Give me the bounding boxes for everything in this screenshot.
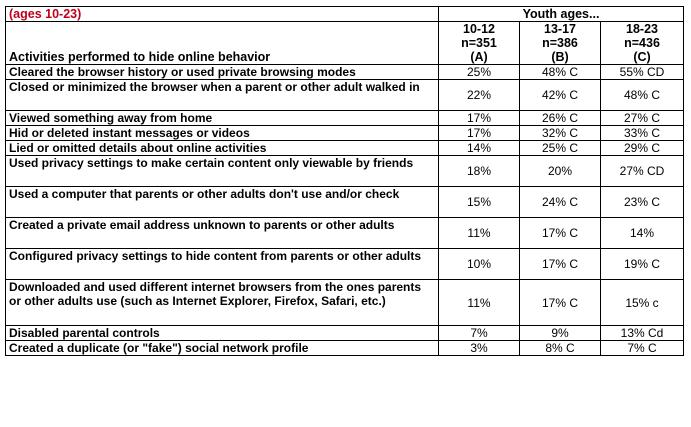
column-a-n: n=351 [461,36,497,50]
column-a-code: (A) [470,50,488,64]
hide-online-behavior-table [5,6,684,356]
cell-a: 14% [439,141,520,156]
cell-c: 14% [601,218,684,249]
column-a-range: 10-12 [463,22,495,36]
table-row [6,126,684,141]
cell-b: 32% C [520,126,601,141]
row-label: Configured privacy settings to hide content from parents or other adults [6,249,439,280]
column-b-n: n=386 [542,36,578,50]
cell-a: 3% [439,341,520,356]
age-range-tag: (ages 10-23) [6,7,439,22]
column-b-code: (B) [551,50,569,64]
table-row [6,326,684,341]
cell-c: 13% Cd [601,326,684,341]
table-row [6,187,684,218]
column-c-code: (C) [633,50,651,64]
cell-c: 27% CD [601,156,684,187]
youth-ages-header: Youth ages... [439,7,684,22]
cell-a: 15% [439,187,520,218]
cell-a: 7% [439,326,520,341]
row-label: Lied or omitted details about online activities [6,141,439,156]
cell-b: 24% C [520,187,601,218]
cell-c: 7% C [601,341,684,356]
cell-b: 48% C [520,65,601,80]
table-row [6,249,684,280]
row-label: Created a private email address unknown to parents or other adults [6,218,439,249]
column-c-n: n=436 [624,36,660,50]
column-c-range: 18-23 [626,22,658,36]
cell-a: 17% [439,111,520,126]
header-row-columns [6,22,684,65]
column-header-b [520,22,601,65]
column-b-range: 13-17 [544,22,576,36]
cell-a: 18% [439,156,520,187]
table-row [6,218,684,249]
cell-c: 33% C [601,126,684,141]
table-row [6,65,684,80]
cell-b: 9% [520,326,601,341]
row-label: Disabled parental controls [6,326,439,341]
cell-a: 11% [439,218,520,249]
row-label: Downloaded and used different internet browsers from the ones parents or other adults use (such as Internet Explorer, Firefox, Safari, etc.) [6,280,439,326]
cell-c: 29% C [601,141,684,156]
cell-b: 26% C [520,111,601,126]
column-header-c [601,22,684,65]
cell-b: 42% C [520,80,601,111]
cell-a: 10% [439,249,520,280]
cell-b: 25% C [520,141,601,156]
table-row [6,111,684,126]
cell-c: 55% CD [601,65,684,80]
row-label: Used privacy settings to make certain content only viewable by friends [6,156,439,187]
cell-a: 17% [439,126,520,141]
row-label: Used a computer that parents or other adults don't use and/or check [6,187,439,218]
cell-a: 11% [439,280,520,326]
cell-c: 27% C [601,111,684,126]
data-table-container [5,6,683,356]
cell-b: 8% C [520,341,601,356]
column-header-a [439,22,520,65]
cell-b: 17% C [520,249,601,280]
row-label: Viewed something away from home [6,111,439,126]
row-label: Closed or minimized the browser when a parent or other adult walked in [6,80,439,111]
cell-b: 17% C [520,280,601,326]
row-label: Created a duplicate (or "fake") social network profile [6,341,439,356]
header-row-top [6,7,684,22]
row-label: Hid or deleted instant messages or videos [6,126,439,141]
table-title: Activities performed to hide online behavior [6,22,439,65]
cell-c: 48% C [601,80,684,111]
cell-b: 17% C [520,218,601,249]
cell-c: 15% c [601,280,684,326]
table-row [6,156,684,187]
cell-b: 20% [520,156,601,187]
cell-c: 23% C [601,187,684,218]
cell-a: 22% [439,80,520,111]
cell-a: 25% [439,65,520,80]
table-row [6,341,684,356]
table-row [6,80,684,111]
table-row [6,141,684,156]
cell-c: 19% C [601,249,684,280]
row-label: Cleared the browser history or used private browsing modes [6,65,439,80]
table-row [6,280,684,326]
